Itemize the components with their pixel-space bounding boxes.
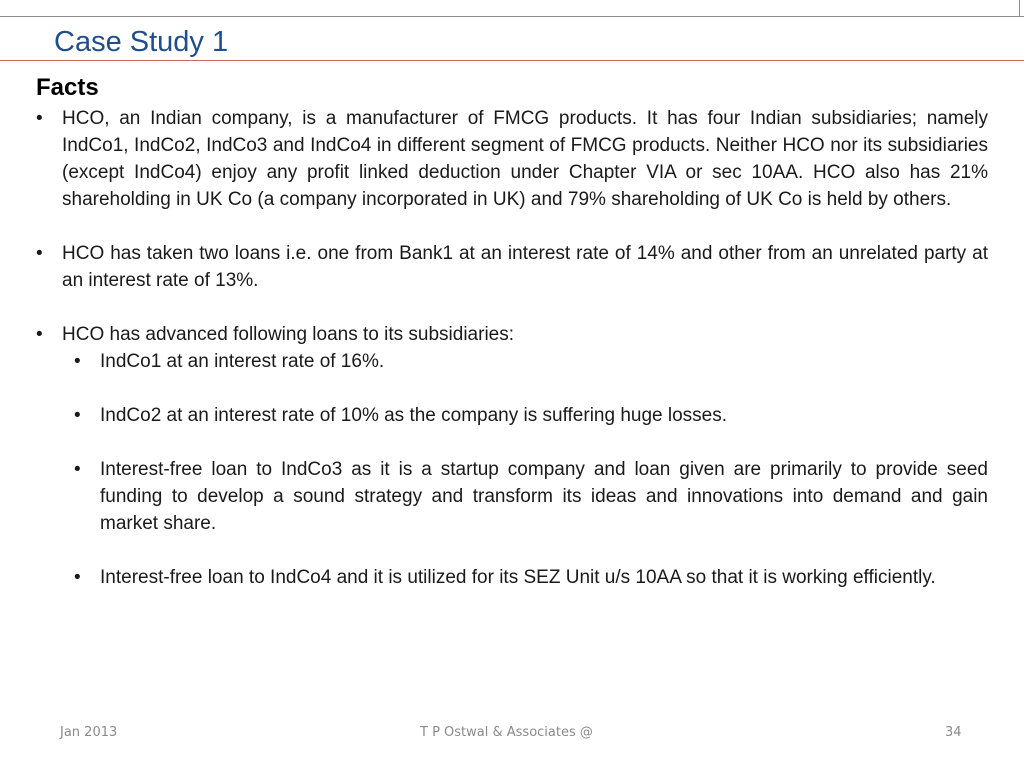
footer-date: Jan 2013 (60, 725, 118, 740)
spacer (36, 429, 988, 456)
spacer (36, 294, 988, 321)
loan-sub-bullet (74, 564, 988, 591)
loan-sub-bullet (74, 456, 988, 537)
loan-text: IndCo2 at an interest rate of 10% as the company is suffering huge losses. (100, 404, 728, 426)
top-right-divider (1019, 0, 1020, 16)
slide-body (36, 74, 988, 591)
spacer (36, 375, 988, 402)
fact-bullet (36, 240, 988, 294)
footer-presenter: T P Ostwal & Associates @ (420, 725, 593, 740)
loan-text: IndCo1 at an interest rate of 16%. (100, 350, 385, 372)
loan-sub-bullet (74, 402, 988, 429)
section-heading: Facts (36, 74, 99, 101)
fact-text: HCO has advanced following loans to its subsidiaries: (62, 323, 515, 345)
bullet-marker: • (74, 566, 81, 588)
top-divider (0, 16, 1024, 17)
bullet-marker: • (74, 404, 81, 426)
loan-sub-bullet (74, 348, 988, 375)
title-underline (0, 60, 1024, 61)
spacer (36, 213, 988, 240)
loan-text: Interest-free loan to IndCo3 as it is a startup company and loan given are primarily to provide seed funding to develop a sound strategy and transform its ideas and innovations into demand and gain market share. (100, 458, 988, 534)
spacer (36, 537, 988, 564)
page-number: 34 (945, 725, 962, 740)
slide-title: Case Study 1 (54, 26, 229, 58)
bullet-marker: • (36, 242, 43, 264)
fact-bullet (36, 105, 988, 213)
bullet-marker: • (36, 107, 43, 129)
fact-text: HCO has taken two loans i.e. one from Bank1 at an interest rate of 14% and other from an unrelated party at an interest rate of 13%. (62, 242, 988, 291)
bullet-marker: • (74, 458, 81, 480)
fact-text: HCO, an Indian company, is a manufacturer of FMCG products. It has four Indian subsidiaries; namely IndCo1, IndCo2, IndCo3 and IndCo4 in different segment of FMCG products. Neither HCO nor its subsidiaries (except IndCo4) enjoy any profit linked deduction under Chapter VIA or sec 10AA. HCO also has 21% shareholding in UK Co (a company incorporated in UK) and 79% shareholding of UK Co is held by others. (62, 107, 988, 210)
bullet-marker: • (74, 350, 81, 372)
loan-text: Interest-free loan to IndCo4 and it is utilized for its SEZ Unit u/s 10AA so that it is working efficiently. (100, 566, 936, 588)
fact-bullet (36, 321, 988, 348)
bullet-marker: • (36, 323, 43, 345)
